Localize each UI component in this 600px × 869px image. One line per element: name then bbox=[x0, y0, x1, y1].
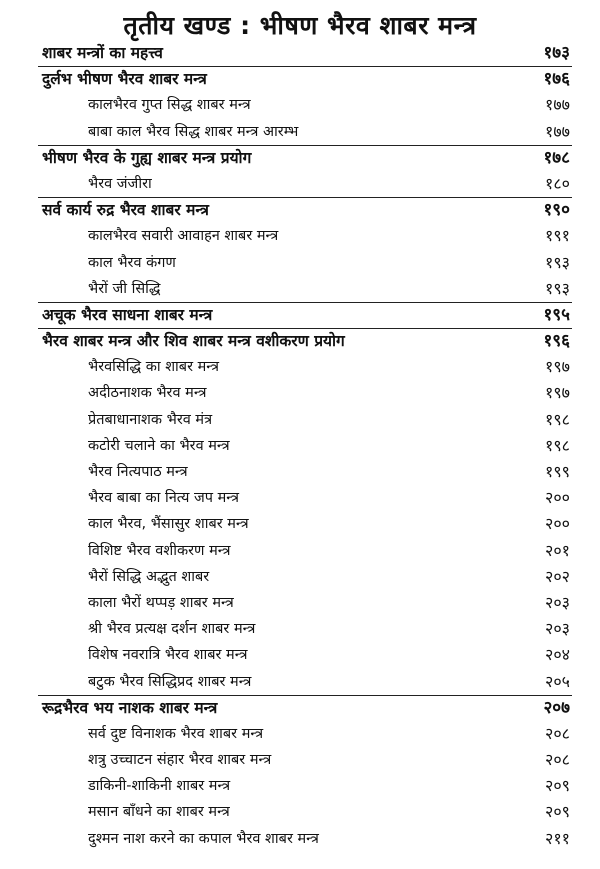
toc-subsection-entry bbox=[0, 276, 600, 302]
toc-entry-title: भैरव जंजीरा bbox=[88, 175, 152, 192]
toc-entry-page-number: २०८ bbox=[545, 750, 570, 770]
toc-entry-page-number: १७७ bbox=[545, 95, 570, 115]
toc-subsection-entry bbox=[0, 799, 600, 825]
toc-section-entry bbox=[0, 328, 600, 354]
toc-entry-title: सर्व कार्य रुद्र भैरव शाबर मन्त्र bbox=[42, 201, 209, 220]
toc-subsection-entry bbox=[0, 642, 600, 668]
toc-entry-title: भैरवसिद्धि का शाबर मन्त्र bbox=[88, 359, 220, 376]
toc-entry-page-number: २०७ bbox=[543, 697, 570, 718]
toc-entry-page-number: २११ bbox=[545, 828, 570, 848]
toc-entry-title: भैरव शाबर मन्त्र और शिव शाबर मन्त्र वशीकरण प्रयोग bbox=[42, 332, 345, 351]
toc-subsection-entry bbox=[0, 564, 600, 590]
toc-section-entry bbox=[0, 197, 600, 223]
toc-entry-page-number: १९५ bbox=[543, 304, 570, 325]
toc-entry-page-number: १७७ bbox=[545, 121, 570, 141]
toc-entry-page-number: १९१ bbox=[545, 226, 570, 246]
toc-entry-title: बाबा काल भैरव सिद्ध शाबर मन्त्र आरम्भ bbox=[88, 123, 299, 140]
toc-entry-title: काला भैरों थप्पड़ शाबर मन्त्र bbox=[88, 594, 234, 611]
toc-entry-title: सर्व दुष्ट विनाशक भैरव शाबर मन्त्र bbox=[88, 725, 264, 742]
toc-subsection-entry bbox=[0, 380, 600, 406]
toc-entry-page-number: १९० bbox=[543, 200, 570, 221]
toc-entry-title: शाबर मन्त्रों का महत्त्व bbox=[42, 44, 163, 62]
toc-entry-page-number: १७६ bbox=[543, 69, 570, 90]
toc-subsection-entry bbox=[0, 669, 600, 695]
toc-entry-page-number: १९६ bbox=[543, 331, 570, 352]
toc-subsection-entry bbox=[0, 171, 600, 197]
toc-entry-page-number: १९८ bbox=[545, 435, 570, 455]
toc-entry-page-number: १८० bbox=[545, 173, 570, 193]
toc-entry-title: भैरव नित्यपाठ मन्त्र bbox=[88, 464, 188, 480]
toc-subsection-entry bbox=[0, 119, 600, 145]
toc-entry-page-number: २०९ bbox=[545, 802, 570, 822]
toc-entry-title: भैरव बाबा का नित्य जप मन्त्र bbox=[88, 490, 239, 507]
toc-subsection-entry bbox=[0, 721, 600, 747]
toc-entry-title: दुर्लभ भीषण भैरव शाबर मन्त्र bbox=[42, 70, 207, 89]
toc-entry-page-number: २०५ bbox=[545, 671, 570, 691]
toc-subsection-entry bbox=[0, 354, 600, 380]
toc-entry-page-number: १९३ bbox=[545, 252, 570, 272]
toc-subsection-entry bbox=[0, 433, 600, 459]
toc-subsection-entry bbox=[0, 590, 600, 616]
toc-entry-page-number: १९८ bbox=[545, 409, 570, 429]
toc-section-entry bbox=[0, 66, 600, 92]
toc-subsection-entry bbox=[0, 747, 600, 773]
toc-entry-title: कटोरी चलाने का भैरव मन्त्र bbox=[88, 437, 230, 454]
toc-subsection-entry bbox=[0, 459, 600, 485]
toc-entry-title: भैरों सिद्धि अद्भुत शाबर bbox=[88, 568, 210, 585]
toc-entry-page-number: २०८ bbox=[545, 723, 570, 743]
toc-entry-title: प्रेतबाधानाशक भैरव मंत्र bbox=[88, 411, 213, 428]
toc-entry-page-number: २०० bbox=[545, 488, 570, 508]
toc-entry-page-number: १९३ bbox=[545, 278, 570, 298]
toc-subsection-entry bbox=[0, 250, 600, 276]
toc-entry-title: विशेष नवरात्रि भैरव शाबर मन्त्र bbox=[88, 647, 248, 664]
toc-entry-page-number: २०४ bbox=[545, 645, 570, 665]
table-of-contents bbox=[0, 40, 600, 852]
toc-entry-page-number: १७८ bbox=[543, 147, 570, 168]
toc-entry-page-number: २०३ bbox=[545, 619, 570, 639]
toc-section-entry bbox=[0, 145, 600, 171]
toc-entry-title: शत्रु उच्चाटन संहार भैरव शाबर मन्त्र bbox=[88, 752, 272, 769]
toc-entry-title: कालभैरव सवारी आवाहन शाबर मन्त्र bbox=[88, 228, 279, 245]
toc-entry-title: रूद्रभैरव भय नाशक शाबर मन्त्र bbox=[42, 698, 218, 717]
toc-entry-title: मसान बाँधने का शाबर मन्त्र bbox=[88, 804, 230, 821]
toc-entry-page-number: २०२ bbox=[545, 566, 570, 586]
toc-entry-title: विशिष्ट भैरव वशीकरण मन्त्र bbox=[88, 542, 231, 559]
toc-entry-page-number: २०० bbox=[545, 514, 570, 534]
toc-entry-title: भीषण भैरव के गुह्य शाबर मन्त्र प्रयोग bbox=[42, 148, 252, 167]
toc-subsection-entry bbox=[0, 407, 600, 433]
page-title: तृतीय खण्ड : भीषण भैरव शाबर मन्त्र bbox=[123, 11, 477, 40]
toc-entry-page-number: १९७ bbox=[545, 383, 570, 403]
toc-section-entry bbox=[0, 302, 600, 328]
toc-entry-page-number: २०१ bbox=[545, 540, 570, 560]
toc-entry-title: काल भैरव, भैंसासुर शाबर मन्त्र bbox=[88, 516, 249, 533]
toc-subsection-entry bbox=[0, 511, 600, 537]
toc-entry-title: बटुक भैरव सिद्धिप्रद शाबर मन्त्र bbox=[88, 673, 252, 690]
toc-subsection-entry bbox=[0, 223, 600, 249]
toc-subsection-entry bbox=[0, 773, 600, 799]
toc-entry-title: काल भैरव कंगण bbox=[88, 254, 176, 271]
toc-entry-title: दुश्मन नाश करने का कपाल भैरव शाबर मन्त्र bbox=[88, 830, 319, 847]
toc-entry-page-number: २०९ bbox=[545, 776, 570, 796]
toc-subsection-entry bbox=[0, 538, 600, 564]
toc-entry-title: श्री भैरव प्रत्यक्ष दर्शन शाबर मन्त्र bbox=[88, 621, 256, 638]
toc-entry-page-number: २०३ bbox=[545, 592, 570, 612]
toc-entry-page-number: १९९ bbox=[545, 462, 570, 481]
toc-entry-title: भैरों जी सिद्धि bbox=[88, 280, 161, 297]
toc-entry-page-number: १९७ bbox=[545, 357, 570, 377]
toc-subsection-entry bbox=[0, 92, 600, 118]
toc-subsection-entry bbox=[0, 485, 600, 511]
toc-subsection-entry bbox=[0, 616, 600, 642]
toc-section-entry bbox=[0, 40, 600, 66]
toc-entry-title: कालभैरव गुप्त सिद्ध शाबर मन्त्र bbox=[88, 97, 251, 114]
toc-entry-title: अचूक भैरव साधना शाबर मन्त्र bbox=[42, 305, 213, 324]
toc-entry-title: डाकिनी-शाकिनी शाबर मन्त्र bbox=[88, 778, 231, 795]
toc-section-entry bbox=[0, 695, 600, 721]
toc-entry-page-number: १७३ bbox=[543, 43, 570, 63]
toc-subsection-entry bbox=[0, 826, 600, 852]
toc-entry-title: अदीठनाशक भैरव मन्त्र bbox=[88, 385, 207, 402]
